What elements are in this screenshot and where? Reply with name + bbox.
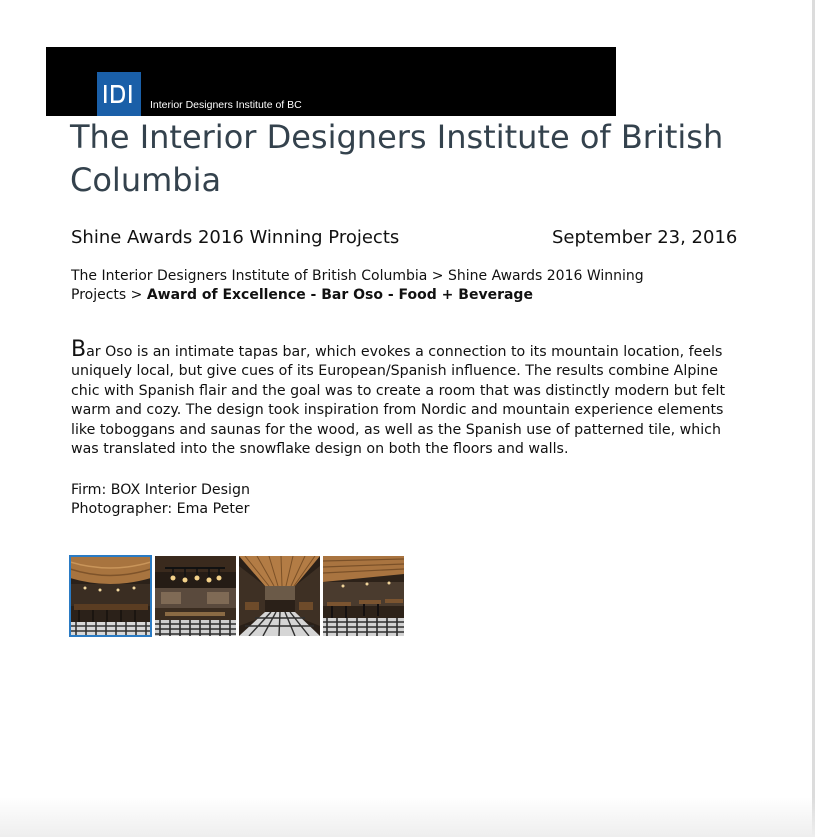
idi-logo-mark-icon [101,82,137,106]
gallery-thumbnail-1[interactable] [70,556,151,636]
bar-interior-photo-2 [155,556,236,636]
page-bottom-fade [0,797,815,837]
description-dropcap: B [71,337,87,362]
bar-interior-photo-4 [323,556,404,636]
breadcrumb-section-link[interactable]: Shine Awards 2016 Winning Projects [71,268,644,303]
project-credits [71,481,250,520]
description-text: ar Oso is an intimate tapas bar, which evokes a connection to its mountain location, feels uniquely local, but give cues of its European/Spanish influence. The results combine Alpine chic with Spanish flair and the goal was to create a room that was distinctly modern but felt warm and cozy. The design took inspiration from Nordic and mountain experience elements like toboggans and saunas for the wood, as well as the Spanish use of patterned tile, which was translated into the snowflake design on both the floors and walls. [71,344,726,458]
post-date: September 23, 2016 [552,227,738,248]
idi-logo[interactable] [97,72,141,116]
bar-interior-photo-3 [239,556,320,636]
site-header-banner[interactable] [46,47,616,116]
gallery-thumbnail-4[interactable] [323,556,404,636]
post-title: Shine Awards 2016 Winning Projects [71,227,400,248]
breadcrumb-separator: > [431,268,444,284]
breadcrumb-separator: > [130,287,143,303]
bar-interior-photo-1 [70,556,151,636]
project-description [71,337,743,459]
header-org-name: Interior Designers Institute of BC [150,99,302,111]
site-title[interactable]: The Interior Designers Institute of British Columbia [70,118,724,199]
gallery-thumbnail-3[interactable] [239,556,320,636]
breadcrumb-home-link[interactable]: The Interior Designers Institute of British Columbia [71,268,428,284]
gallery-thumbnail-2[interactable] [155,556,236,636]
firm-credit: Firm: BOX Interior Design [71,482,250,498]
breadcrumb-current: Award of Excellence - Bar Oso - Food + Beverage [146,287,533,303]
photographer-credit: Photographer: Ema Peter [71,501,250,518]
breadcrumb [71,267,681,305]
